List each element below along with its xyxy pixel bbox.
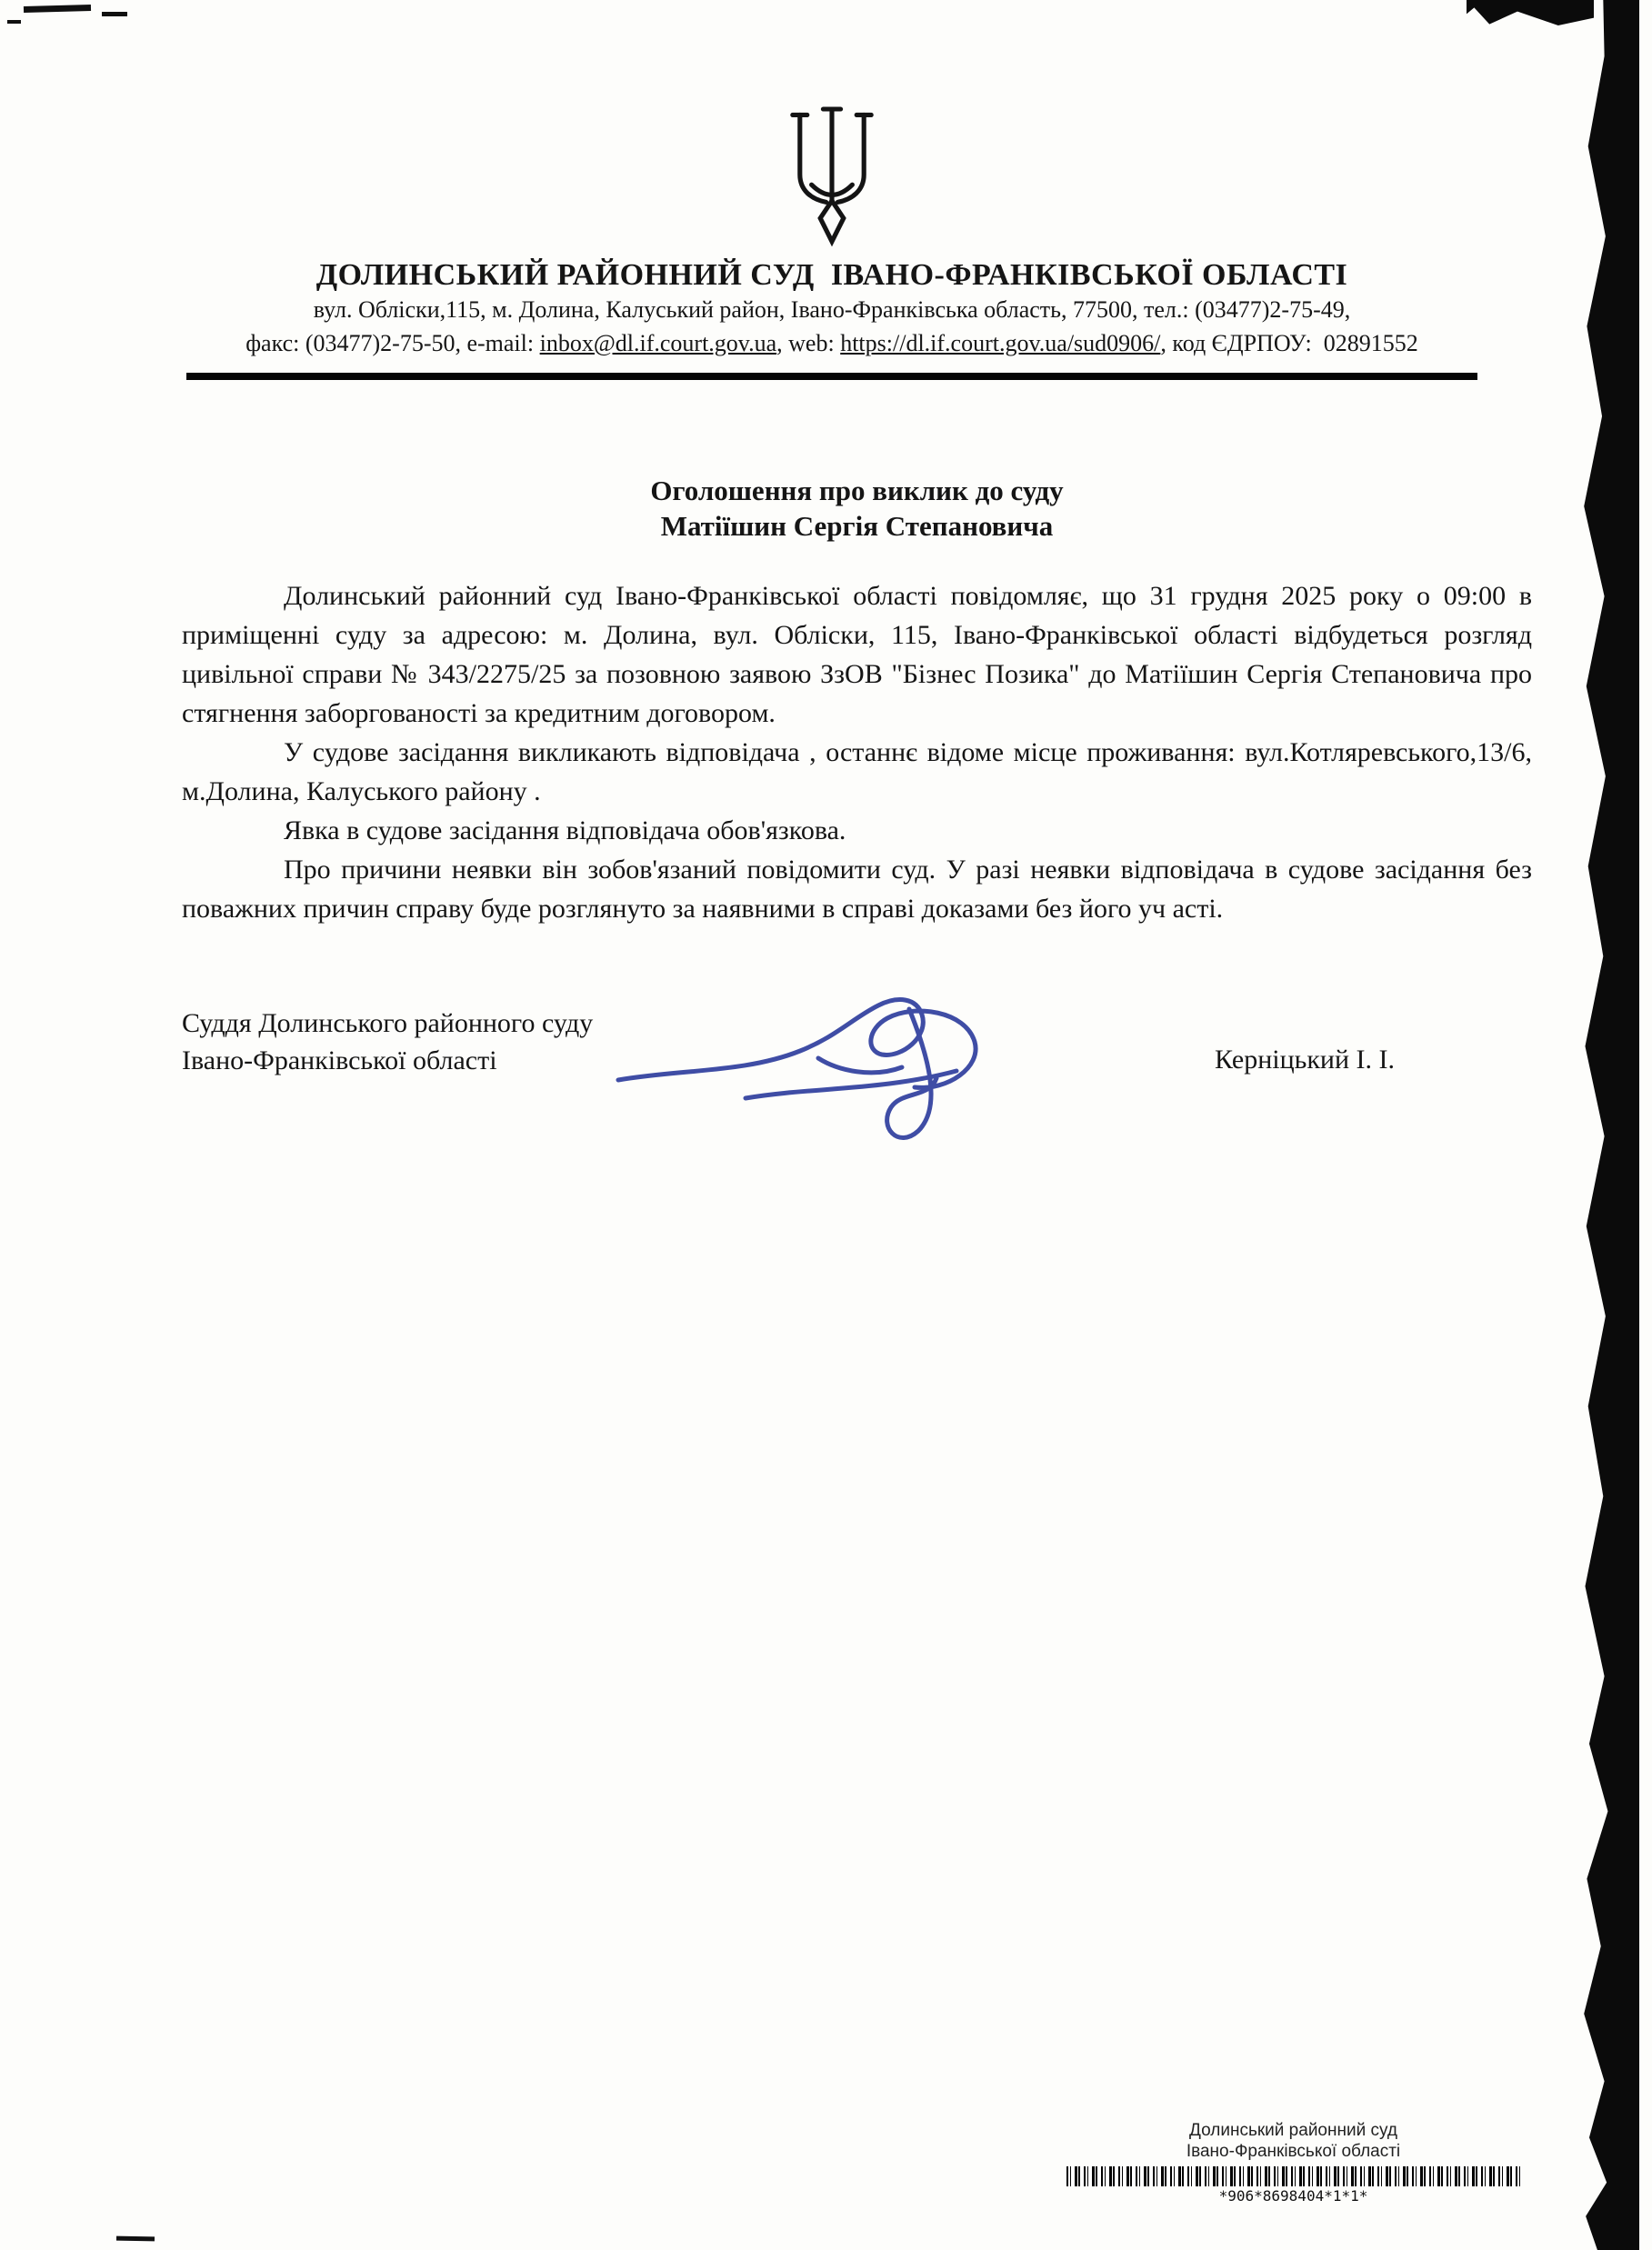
scan-corner-artifact xyxy=(1467,0,1594,25)
web-link: https://dl.if.court.gov.ua/sud0906/ xyxy=(840,330,1161,356)
barcode-number: *906*8698404*1*1* xyxy=(1218,2187,1368,2205)
signature-block xyxy=(182,1005,1455,1195)
scan-mark xyxy=(116,2236,155,2242)
body-paragraph: Долинський районний суд Івано-Франківської області повідомляє, що 31 грудня 2025 року о 09:00 в приміщенні суду за адресою: м. Долина, вул. Обліски, 115, Івано-Франківської області відбудеться розгляд цивільної справи № 343/2275/25 за позовною заявою ЗзОВ "Бізнес Позика" до Матіїшин Сергія Степановича про стягнення заборгованості за кредитним договором. xyxy=(182,581,1532,728)
signature xyxy=(609,966,1027,1157)
contact-mid: , web: xyxy=(776,330,841,356)
addressee-name: Матіїшин Сергія Степановича xyxy=(660,510,1054,542)
scan-mark xyxy=(7,20,21,24)
body-paragraph: Про причини неявки він зобов'язаний повідомити суд. У разі неявки відповідача в судове засідання без поважних причин справу буде розглянуто за наявними в справі доказами без його уч асті. xyxy=(182,855,1532,924)
court-name: ДОЛИНСЬКИЙ РАЙОННИЙ СУД ІВАНО-ФРАНКІВСЬКОЇ ОБЛАСТІ xyxy=(315,258,1348,292)
email-link: inbox@dl.if.court.gov.ua xyxy=(539,330,777,356)
judge-role-line1: Суддя Долинського районного суду xyxy=(182,1008,594,1038)
contact-suffix: , код ЄДРПОУ: 02891552 xyxy=(1160,330,1418,356)
court-address-line2 xyxy=(136,326,1527,360)
document-header xyxy=(136,102,1527,380)
contact-prefix: факс: (03477)2-75-50, e-mail: xyxy=(245,330,540,356)
header-divider xyxy=(186,373,1477,380)
court-address-line1: вул. Обліски,115, м. Долина, Калуський район, Івано-Франківська область, 77500, тел.: (03477)2-75-49, xyxy=(313,296,1351,323)
judge-name: Керніцький І. І. xyxy=(1215,1045,1395,1075)
announcement-title: Оголошення про виклик до суду xyxy=(650,475,1064,506)
body-paragraph: Явка в судове засідання відповідача обов'язкова. xyxy=(284,815,846,845)
coat-of-arms-icon xyxy=(779,102,885,247)
scan-mark xyxy=(24,5,91,13)
document-footer xyxy=(1046,2120,1541,2205)
footer-court-name: Долинський районний суд xyxy=(1189,2121,1397,2140)
document-body xyxy=(182,473,1532,928)
judge-role-line2: Івано-Франківської області xyxy=(182,1045,497,1075)
scan-mark xyxy=(102,12,127,16)
footer-court-region: Івано-Франківської області xyxy=(1186,2142,1401,2161)
paragraphs xyxy=(182,576,1532,928)
barcode xyxy=(1066,2166,1521,2186)
scan-edge-artifact xyxy=(1581,0,1639,2250)
body-paragraph: У судове засідання викликають відповідача , останнє відоме місце проживання: вул.Котляревського,13/6, м.Долина, Калуського району . xyxy=(182,737,1532,806)
